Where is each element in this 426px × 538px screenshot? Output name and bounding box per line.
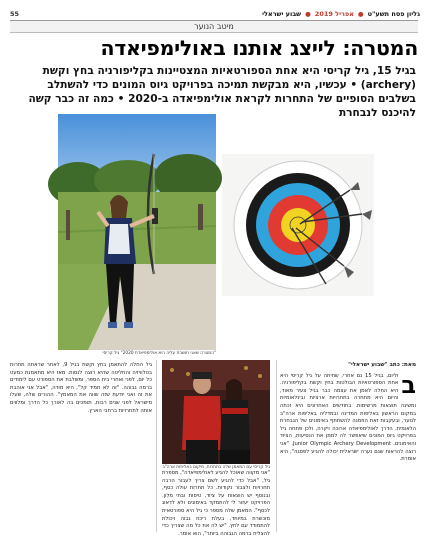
issue-label: גליון פסח תשע"ט: [367, 10, 420, 18]
article-text: "אני מקווה שאוכל להגיע לאולימפיאדה", מספרת גיל, "אבל כדי להגיע לשם צריך לעבור הרבה תחרויות ולצבור נקודות. כל תחרות עולה כסף, ובנוסף יש הוצאות על ציוד, טיסות ובתי מלון. הפרויקט יעזור לי להתמקד באימונים ולא לדאוג לכסף". המאמן שלה מספר כי גיל היא ספורטאית מוכשרת במיוחד, בעלת ריכוז גבוה ויכולת להתמודד עם לחץ. "יש לה את כל מה שצריך כדי להצליח ברמה הגבוהה ביותר", הוא אומר.: [162, 470, 270, 537]
separator-dot: ●: [305, 10, 311, 18]
article-text: וליום, בגיל 15 גם אחרי, שחיתה על גיל קריסי היא אחת הספורטאיות הבולטות בחץ וקשת בקליפורניה. היא החלה לאמן את עצמה כבר בגיל צעיר מאוד, והיום היא מתחרה בתחרויות ארציות ובינלאומיות ומשיגה תוצאות מרשימות. בחודשים האחרונים היא זכתה במקום הראשון באליפות המדינה ובמדליה באליפות ארה"ב לנוער, ובעקבות זאת הוזמנה להשתתף באימונים של הנבחרת הלאומית. הדרך לאולימפיאדה ארוכה ויקרה, ולכן פתחה גיל בפרויקט גיוס המונים שיאפשר לה לממן את הנסיעות, הציוד והאימונים. Junior Olympic Archery Development. "אני רוצה להראות שגם נערה ישראלית יכולה להגיע לפסגה", היא אומרת.: [280, 372, 416, 463]
headline: המטרה: לייצג אותנו באולימפיאדה: [100, 36, 418, 60]
publication-name: שבוע ישראלי: [262, 10, 302, 18]
separator-dot: ●: [357, 10, 364, 18]
article-column-right: [280, 362, 416, 532]
photo3-caption: גיל קריסי עם המאמן שלה בתחרות, מיקום באליפות ארה"ב: [162, 465, 270, 470]
column-rule: [276, 360, 277, 532]
target-photo: [222, 154, 374, 296]
archer-photo: [58, 114, 216, 350]
dropcap: ב: [401, 370, 416, 399]
section-title: מיטב הנוער: [10, 21, 418, 33]
byline: מאת: כתב "שבוע ישראלי": [348, 362, 416, 368]
photo1-caption: "המטרה שאני חושבת עליה היא אולימפיאדת 2020" גיל קריסי: [102, 351, 216, 356]
article-column-left: [10, 362, 152, 532]
page-number: 55: [10, 10, 20, 18]
page-header: [10, 8, 420, 20]
subhead: בגיל 15, גיל קריסי היא אחת הספורטאיות המצטיינות בקליפורניה בחץ וקשת (archery) • עכשיו, היא מבקשת תמיכה בפרויקט גיוס המונים כדי להשתלב בשלבים הסופיים של התחרות לקראת אולימפיאדה ב-2020 • כמה זה כבר קשה להיכנס לנבחרת: [28, 65, 416, 119]
article-text: גיל החלה להתאמן בחץ וקשת בגיל 9, לאחר שראתה תחרות בטלוויזיה והחליטה שהיא רוצה לנסות. מאז היא מתאמנת כמעט כל יום, לפני ואחרי בית הספר, ומשלבת את הספורט עם לימודים ברמה גבוהה. "זה לא תמיד קל", היא מודה, "אבל אני אוהבת את זה ואני יודעת שזה שווה את המאמץ". ההורים שלה, שעלו מישראל לפני שנים רבות, תומכים בה לאורך כל הדרך ומלווים אותה לתחרויות ברחבי הארץ.: [10, 362, 152, 414]
column-rule: [156, 360, 157, 532]
date-label: אפריל 2019: [314, 10, 354, 18]
coach-photo: [162, 360, 270, 464]
archery-target-icon: [222, 154, 374, 296]
coach-photo-image: [162, 360, 270, 464]
archer-photo-image: [58, 114, 216, 350]
newspaper-page: [4, 4, 422, 537]
article-column-middle: [162, 470, 270, 537]
